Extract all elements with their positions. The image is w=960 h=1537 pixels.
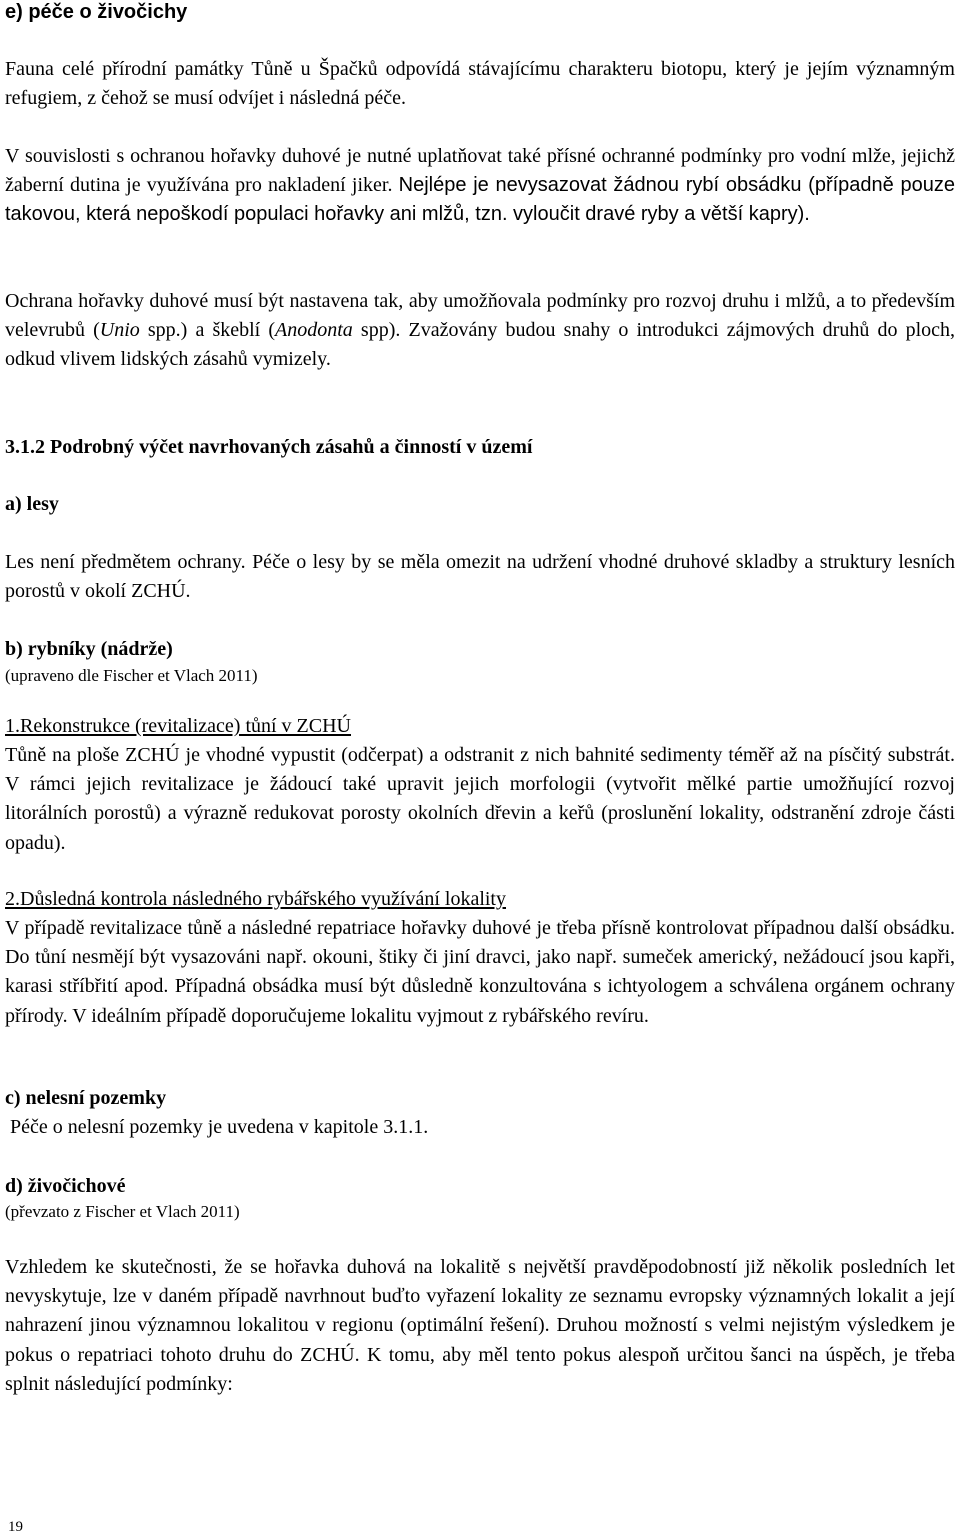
item-2-title-text: 2.Důsledná kontrola následného rybářského využívání lokality (5, 888, 506, 910)
heading-forests: a) lesy (5, 493, 59, 515)
paragraph-forests-part-2: Péče o lesy by se měla omezit na udržení vhodné druhové skladby a struktury lesních porostů v okolí ZCHÚ. (5, 551, 956, 603)
note-ponds-source: (upraveno dle Fischer et Vlach 2011) (5, 666, 258, 685)
paragraph-forests-part-1: Les není předmětem ochrany. (5, 551, 246, 573)
paragraph-bitterling-protection (5, 142, 955, 230)
paragraph-mussels-text-1: Ochrana hořavky duhové musí být nastavena tak, aby umožňovala podmínky pro rozvoj druhu i mlžů, a to především velevrubů ( (5, 290, 955, 342)
genus-anodonta: Anodonta (275, 319, 353, 342)
item-1-title (5, 712, 955, 741)
paragraph-bitterling-mussels (5, 287, 955, 375)
paragraph-fauna: Fauna celé přírodní památky Tůně u Špačků odpovídá stávajícímu charakteru biotopu, který je jejím významným refugiem, z čehož se musí odvíjet i následná péče. (5, 58, 955, 110)
note-animals-source: (převzato z Fischer et Vlach 2011) (5, 1202, 240, 1221)
paragraph-animals: Vzhledem ke skutečnosti, že se hořavka duhová na lokalitě s největší pravděpodobností již několik posledních let nevyskytuje, lze v daném případě navrhnout buďto vyřazení lokality ze seznamu evropsky významných lokalit a její nahrazení jinou významnou lokalitou v regionu (optimální řešení). Druhou možností s velmi nejistým výsledkem je pokus o repatriaci tohoto druhu do ZCHÚ. K tomu, aby měl tento pokus alespoň určitou šanci na úspěch, je třeba splnit následující podmínky: (5, 1256, 955, 1395)
genus-unio: Unio (99, 319, 140, 342)
item-2-title (5, 885, 955, 914)
paragraph-bitterling-part-2: Nejlépe je nevysazovat žádnou rybí obsádku (případně pouze takovou, která nepoškodí populaci hořavky ani mlžů, tzn. vyloučit dravé ryby a větší kapry). (5, 174, 956, 226)
heading-non-forest-land: c) nelesní pozemky (5, 1087, 167, 1109)
paragraph-bitterling-part-1: V souvislosti s ochranou hořavky duhové je nutné uplatňovat také přísné ochranné podmínky pro vodní mlže, jejichž žaberní dutina je využívána pro nakladení jiker. (5, 145, 955, 197)
section-heading-3-1-2: 3.1.2 Podrobný výčet navrhovaných zásahů a činností v území (5, 436, 533, 458)
heading-care-animals: e) péče o živočichy (5, 1, 188, 23)
paragraph-non-forest-land: Péče o nelesní pozemky je uvedena v kapitole 3.1.1. (10, 1116, 429, 1138)
item-2-text: V případě revitalizace tůně a následné repatriace hořavky duhové je třeba přísně kontrolovat případnou další obsádku. Do tůní nesmějí být vysazováni např. okouni, štiky či jiní dravci, jako např. sumeček americký, nežádoucí jsou kapři, karasi stříbřití apod. Případná obsádka musí být důsledně konzultována s ichtyologem a schválena orgánem ochrany přírody. V ideálním případě doporučujeme lokalitu vyjmout z rybářského revíru. (5, 917, 955, 1027)
paragraph-forests (5, 548, 955, 606)
heading-animals: d) živočichové (5, 1175, 126, 1197)
page-number: 19 (8, 1519, 23, 1535)
item-1-title-text: 1.Rekonstrukce (revitalizace) tůní v ZCHÚ (5, 715, 351, 737)
paragraph-mussels-text-3: spp). Zvažovány budou snahy o introdukci zájmových druhů do ploch, odkud vlivem lidských zásahů vymizely. (5, 319, 956, 371)
item-1-text: Tůně na ploše ZCHÚ je vhodné vypustit (odčerpat) a odstranit z nich bahnité sedimenty téměř až na písčitý substrát. V rámci jejich revitalizace je žádoucí také upravit jejich morfologii (vytvořit mělké partie umožňující rozvoj litorálních porostů) a výrazně redukovat porosty okolních dřevin a keřů (proslunění lokality, odstranění zdroje části opadu). (5, 744, 955, 854)
paragraph-mussels-text-2: spp.) a škeblí ( (139, 319, 276, 342)
heading-ponds: b) rybníky (nádrže) (5, 638, 173, 660)
